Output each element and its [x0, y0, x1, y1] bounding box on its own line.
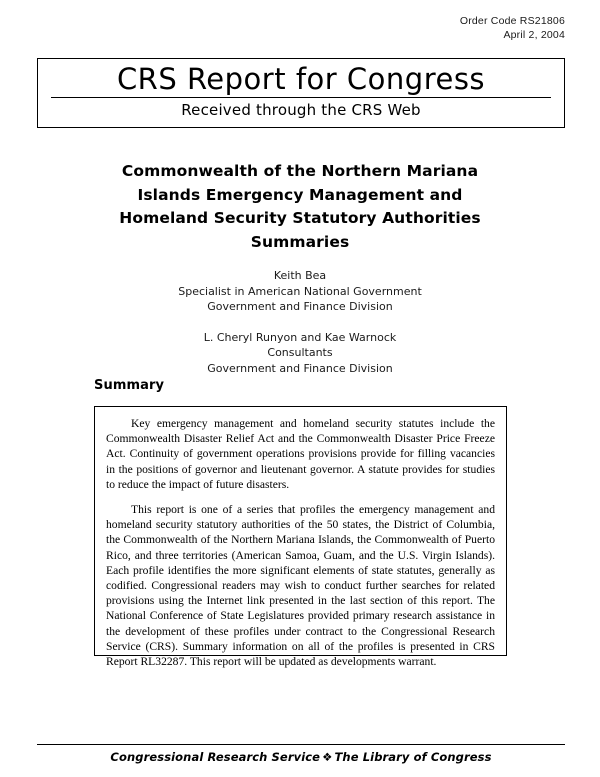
page-title-line-1: Commonwealth of the Northern Mariana — [121, 162, 479, 180]
page-footer — [37, 750, 565, 764]
order-code: Order Code RS21806 — [459, 15, 565, 27]
page-title-line-4: Summaries — [250, 232, 350, 251]
author-role: Specialist in American National Government — [178, 284, 422, 298]
author-name: L. Cheryl Runyon and Kae Warnock — [203, 330, 397, 344]
summary-paragraph-1: Key emergency management and homeland security statutes include the Commonwealth Disaster Relief Act and the Commonwealth Disaster Price Freeze Act. Continuity of government operations provisions provide for filling vacancies in the positions of governor and lieutenant governor. A statute provides for studies to reduce the impact of future disasters. — [106, 417, 495, 491]
author-division: Government and Finance Division — [207, 361, 393, 375]
page-title — [80, 160, 520, 254]
footer-divider — [37, 744, 565, 745]
summary-paragraph-2: This report is one of a series that profiles the emergency management and homeland security statutory authorities of the 50 states, the District of Columbia, the Commonwealth of the Northern Mariana Islands, the Commonwealth of Puerto Rico, and three territories (American Samoa, Guam, and the U.S. Virgin Islands). Each profile identifies the more significant elements of state statutes, generally as codified. Congressional readers may wish to conduct further searches for related provisions using the Internet link presented in the last section of this report. The National Conference of State Legislatures provided primary research assistance in the development of these profiles under contract to the Congressional Research Service (CRS). Summary information on all of the profiles is presented in CRS Report RL32287. This report will be updated as developments warrant. — [106, 503, 495, 669]
author-entry — [100, 330, 500, 377]
diamond-icon: ❖ — [322, 750, 333, 764]
author-role: Consultants — [267, 346, 333, 359]
author-entry — [100, 268, 500, 315]
report-date: April 2, 2004 — [503, 29, 565, 41]
summary-box — [94, 406, 507, 669]
banner-title: CRS Report for Congress — [116, 62, 486, 96]
crs-banner — [37, 58, 565, 128]
author-division: Government and Finance Division — [207, 300, 393, 313]
order-code-block — [460, 14, 565, 42]
banner-subtitle: Received through the CRS Web — [181, 101, 421, 119]
banner-divider — [51, 97, 551, 98]
author-block — [100, 268, 500, 376]
page-title-line-2: Islands Emergency Management and — [137, 185, 463, 204]
page-title-line-3: Homeland Security Statutory Authorities — [119, 209, 481, 227]
summary-heading: Summary — [94, 378, 165, 393]
footer-institution: The Library of Congress — [334, 750, 492, 764]
author-name: Keith Bea — [273, 269, 327, 282]
footer-agency: Congressional Research Service — [110, 750, 321, 764]
